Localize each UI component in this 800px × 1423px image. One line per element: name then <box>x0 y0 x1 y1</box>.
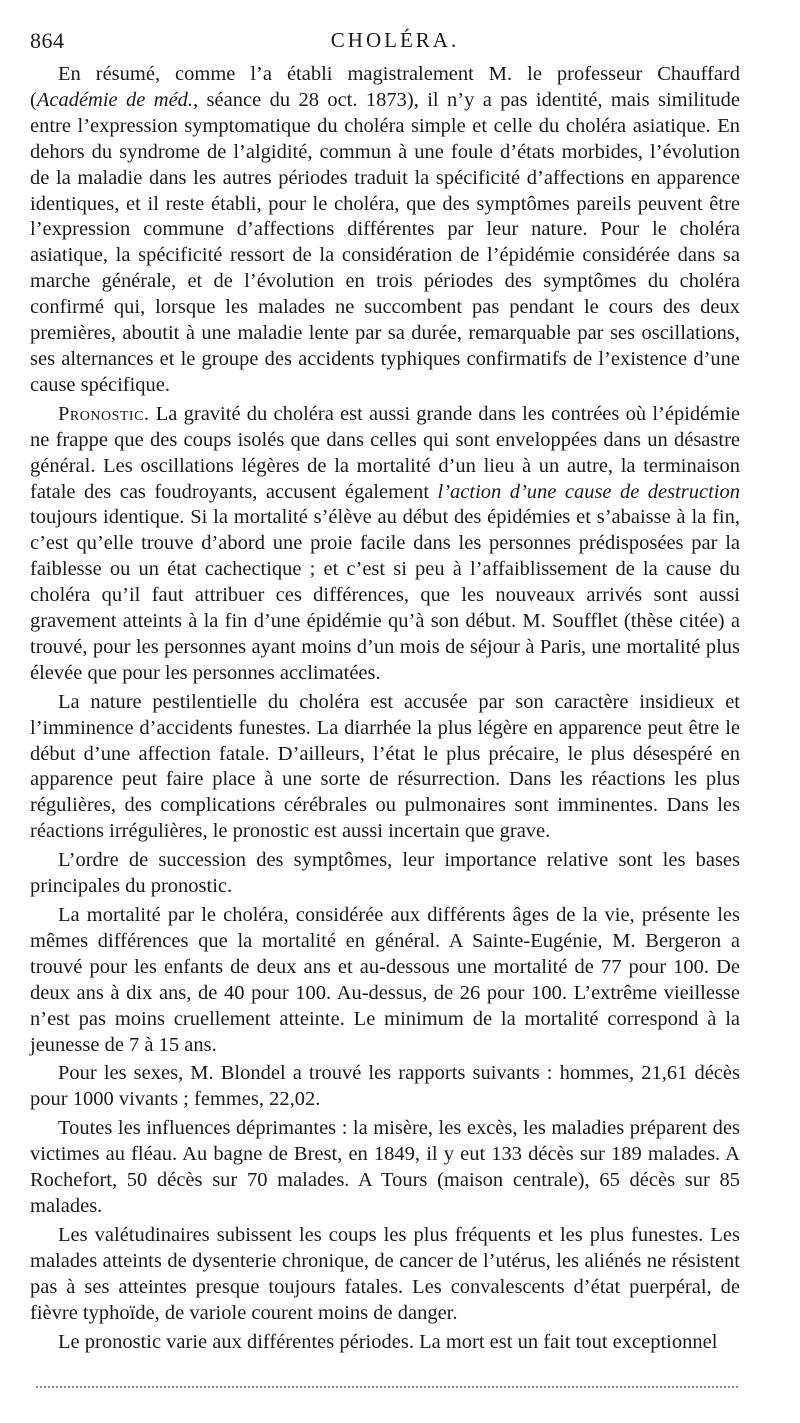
paragraph <box>30 1223 740 1327</box>
page-header <box>30 28 760 58</box>
paragraph <box>30 402 740 687</box>
text-segment: L’ordre de succession des symptômes, leur importance relative sont les bases principales du pronostic. <box>30 849 740 898</box>
text-segment: Toutes les influences déprimantes : la misère, les excès, les maladies préparent des victimes au fléau. Au bagne de Brest, en 1849, il y eut 133 décès sur 189 malades. A Rochefort, 50 décès sur 70 malades. A Tours (maison centrale), 65 décès sur 85 malades. <box>30 1117 740 1217</box>
italic-text: l’action d’une cause de destruction <box>437 480 741 503</box>
paragraph <box>30 848 740 900</box>
paragraph <box>30 903 740 1058</box>
text-segment: En résumé, comme l’a établi magistralement M. le professeur Chauffard ( <box>30 63 740 111</box>
text-segment: Les valétudinaires subissent les coups les plus fréquents et les plus funestes. Les malades atteints de dysenterie chronique, de cancer de l’utérus, les aliénés ne résistent pas à ses atteintes presque toujours fatales. Les convalescents d’état puerpéral, de fièvre typhoïde, de variole courent moins de danger. <box>30 1223 740 1324</box>
paragraph <box>30 690 740 845</box>
text-segment: La gravité du choléra est aussi grande dans les contrées où l’épidémie ne frappe que des coups isolés que dans celles qui sont enveloppées dans un désastre général. Les oscillations légères de la mortalité d’un lieu à un autre, la terminaison fatale des cas foudroyants, accusent également <box>30 402 740 503</box>
text-segment: Le pronostic varie aux différentes périodes. La mort est un fait tout exceptionnel <box>58 1330 718 1353</box>
text-segment: , séance du 28 oct. 1873), il n’y a pas identité, mais similitude entre l’expression symptomatique du choléra simple et celle du choléra asiatique. En dehors du syndrome de l’algidité, commun à une foule d’états morbides, l’évolution de la maladie dans les autres périodes traduit la spécificité d’affections en apparence identiques, et il reste établi, pour le choléra, que des symptômes pareils peuvent être l’expression commune d’affections différentes par leur nature. Pour le choléra asiatique, la spécificité ressort de la considération de l’épidémie considérée dans sa marche générale, et de l’évolution en trois périodes des symptômes du choléra confirmé qui, lorsque les malades ne succombent pas pendant le cours des deux premières, aboutit à une maladie lente par sa durée, remarquable par ses oscillations, ses alternances et le groupe des accidents typhiques confirmatifs de l’existence d’une cause spécifique. <box>30 88 740 396</box>
text-segment: toujours identique. Si la mortalité s’élève au début des épidémies et s’abaisse à la fin, c’est qu’elle trouve d’abord une proie facile dans les personnes prédisposées par la faiblesse ou un état cachectique ; et c’est si peu à l’affaiblissement de la cause du choléra qu’il faut attribuer ces différences, que les nouveaux arrivés sont aussi gravement atteints à la fin d’une épidémie qu’à son début. M. Soufflet (thèse citée) a trouvé, pour les personnes ayant moins d’un mois de séjour à Paris, une mortalité plus élevée que pour les personnes acclimatées. <box>30 506 740 684</box>
section-heading: Pronostic. <box>58 402 150 425</box>
text-segment: La nature pestilentielle du choléra est accusée par son caractère insidieux et l’imminence d’accidents funestes. La diarrhée la plus légère en apparence peut être le début d’une affection fatale. D’ailleurs, l’état le plus précaire, le plus désespéré en apparence peut faire place à une sorte de résurrection. Dans les réactions les plus régulières, des complications cérébrales ou pulmonaires sont imminentes. Dans les réactions irrégulières, le pronostic est aussi incertain que grave. <box>30 690 740 843</box>
page-number: 864 <box>30 28 65 53</box>
text-segment: Pour les sexes, M. Blondel a trouvé les rapports suivants : hommes, 21,61 décès pour 1000 vivants ; femmes, 22,02. <box>30 1062 740 1111</box>
footer-dotted-rule <box>36 1386 738 1388</box>
text-segment: La mortalité par le choléra, considérée aux différents âges de la vie, présente les mêmes différences que la mortalité en général. A Sainte-Eugénie, M. Bergeron a trouvé pour les enfants de deux ans et au-dessous une mortalité de 77 pour 100. De deux ans à dix ans, de 40 pour 100. Au-dessus, de 26 pour 100. L’extrême vieillesse n’est pas moins cruellement atteinte. Le minimum de la mortalité correspond à la jeunesse de 7 à 15 ans. <box>30 904 740 1056</box>
paragraph <box>30 1061 740 1113</box>
paragraph <box>30 62 740 399</box>
italic-text: Académie de méd. <box>36 88 194 111</box>
running-title: CHOLÉRA. <box>330 28 460 52</box>
paragraph <box>30 1116 740 1220</box>
paragraph <box>30 1330 740 1356</box>
body-text <box>30 62 740 1358</box>
